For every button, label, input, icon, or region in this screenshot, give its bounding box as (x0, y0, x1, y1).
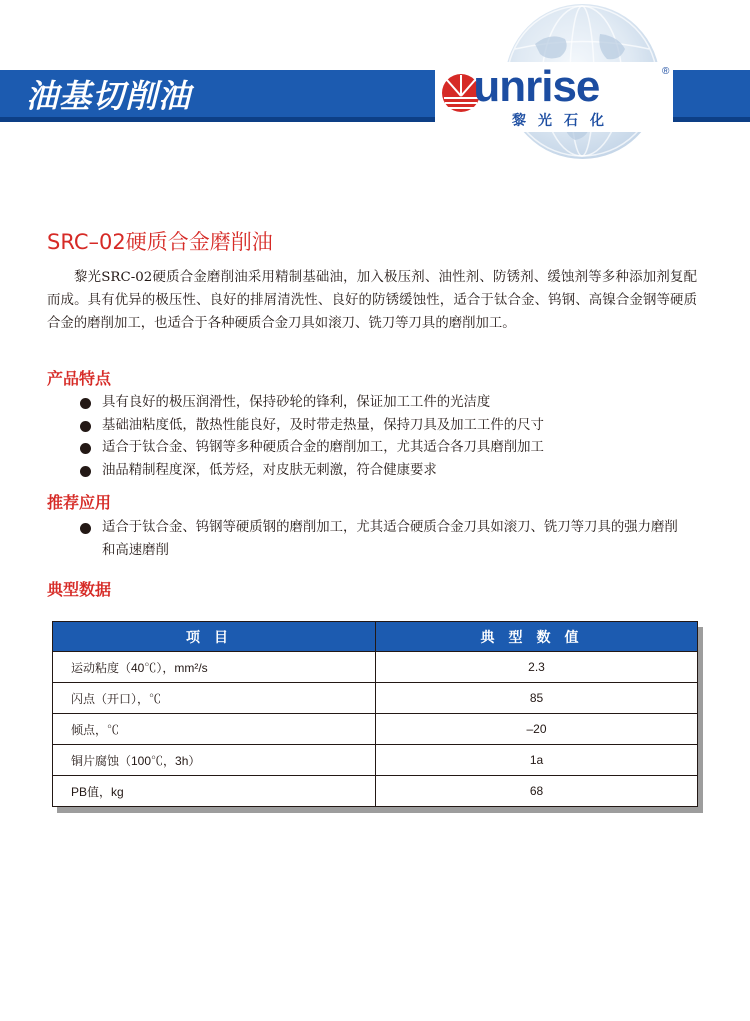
features-list (80, 392, 690, 482)
list-item: 油品精制程度深，低芳烃，对皮肤无刺激，符合健康要求 (80, 460, 690, 483)
applications-list (80, 517, 690, 562)
brand-wordmark (445, 64, 599, 110)
bullet-icon (80, 398, 91, 409)
table-header-row (53, 622, 698, 652)
list-item: 适合于钛合金、钨钢等硬质钢的磨削加工，尤其适合硬质合金刀具如滚刀、铣刀等刀具的强力磨削和高速磨削 (80, 517, 690, 562)
brand-chinese-name: 黎光石化 (512, 113, 616, 129)
table-cell-item: PB值，kg (53, 776, 376, 807)
registered-mark: ® (662, 66, 670, 77)
table-cell-value: 85 (376, 683, 698, 714)
table-row (53, 714, 698, 745)
product-intro: 黎光SRC-02硬质合金磨削油采用精制基础油，加入极压剂、油性剂、防锈剂、缓蚀剂等多种添加剂复配而成。具有优异的极压性、良好的排屑清洗性、良好的防锈缓蚀性，适合于钛合金、钨钢、高镍合金钢等硬质合金的磨削加工，也适合于各种硬质合金刀具如滚刀、铣刀等刀具的磨削加工。 (47, 270, 697, 331)
list-item: 基础油粘度低，散热性能良好，及时带走热量，保持刀具及加工工件的尺寸 (80, 415, 690, 438)
brand-name: unrise (473, 62, 600, 111)
typical-data-table (52, 621, 698, 807)
table-cell-item: 铜片腐蚀（100℃，3h） (53, 745, 376, 776)
table-row (53, 652, 698, 683)
list-item: 具有良好的极压润滑性，保持砂轮的锋利，保证加工工件的光洁度 (80, 392, 690, 415)
applications-heading: 推荐应用 (47, 493, 112, 512)
product-title: SRC–02硬质合金磨削油 (47, 230, 273, 254)
bullet-icon (80, 421, 91, 432)
table-cell-value: 68 (376, 776, 698, 807)
typical-data-table-wrapper (52, 621, 698, 807)
table-row (53, 683, 698, 714)
table-row (53, 776, 698, 807)
table-cell-item: 闪点（开口），℃ (53, 683, 376, 714)
list-item: 适合于钛合金、钨钢等多种硬质合金的磨削加工，尤其适合各刀具磨削加工 (80, 437, 690, 460)
table-cell-value: 2.3 (376, 652, 698, 683)
table-cell-value: –20 (376, 714, 698, 745)
column-header-value: 典型数值 (376, 622, 698, 652)
typical-data-heading: 典型数据 (47, 580, 112, 599)
bullet-icon (80, 466, 91, 477)
column-header-item: 项目 (53, 622, 376, 652)
table-row (53, 745, 698, 776)
table-cell-item: 运动粘度（40℃），mm²/s (53, 652, 376, 683)
features-heading: 产品特点 (47, 369, 112, 388)
bullet-icon (80, 443, 91, 454)
page-category-title: 油基切削油 (26, 77, 192, 115)
bullet-icon (80, 523, 91, 534)
table-cell-item: 倾点，℃ (53, 714, 376, 745)
table-cell-value: 1a (376, 745, 698, 776)
